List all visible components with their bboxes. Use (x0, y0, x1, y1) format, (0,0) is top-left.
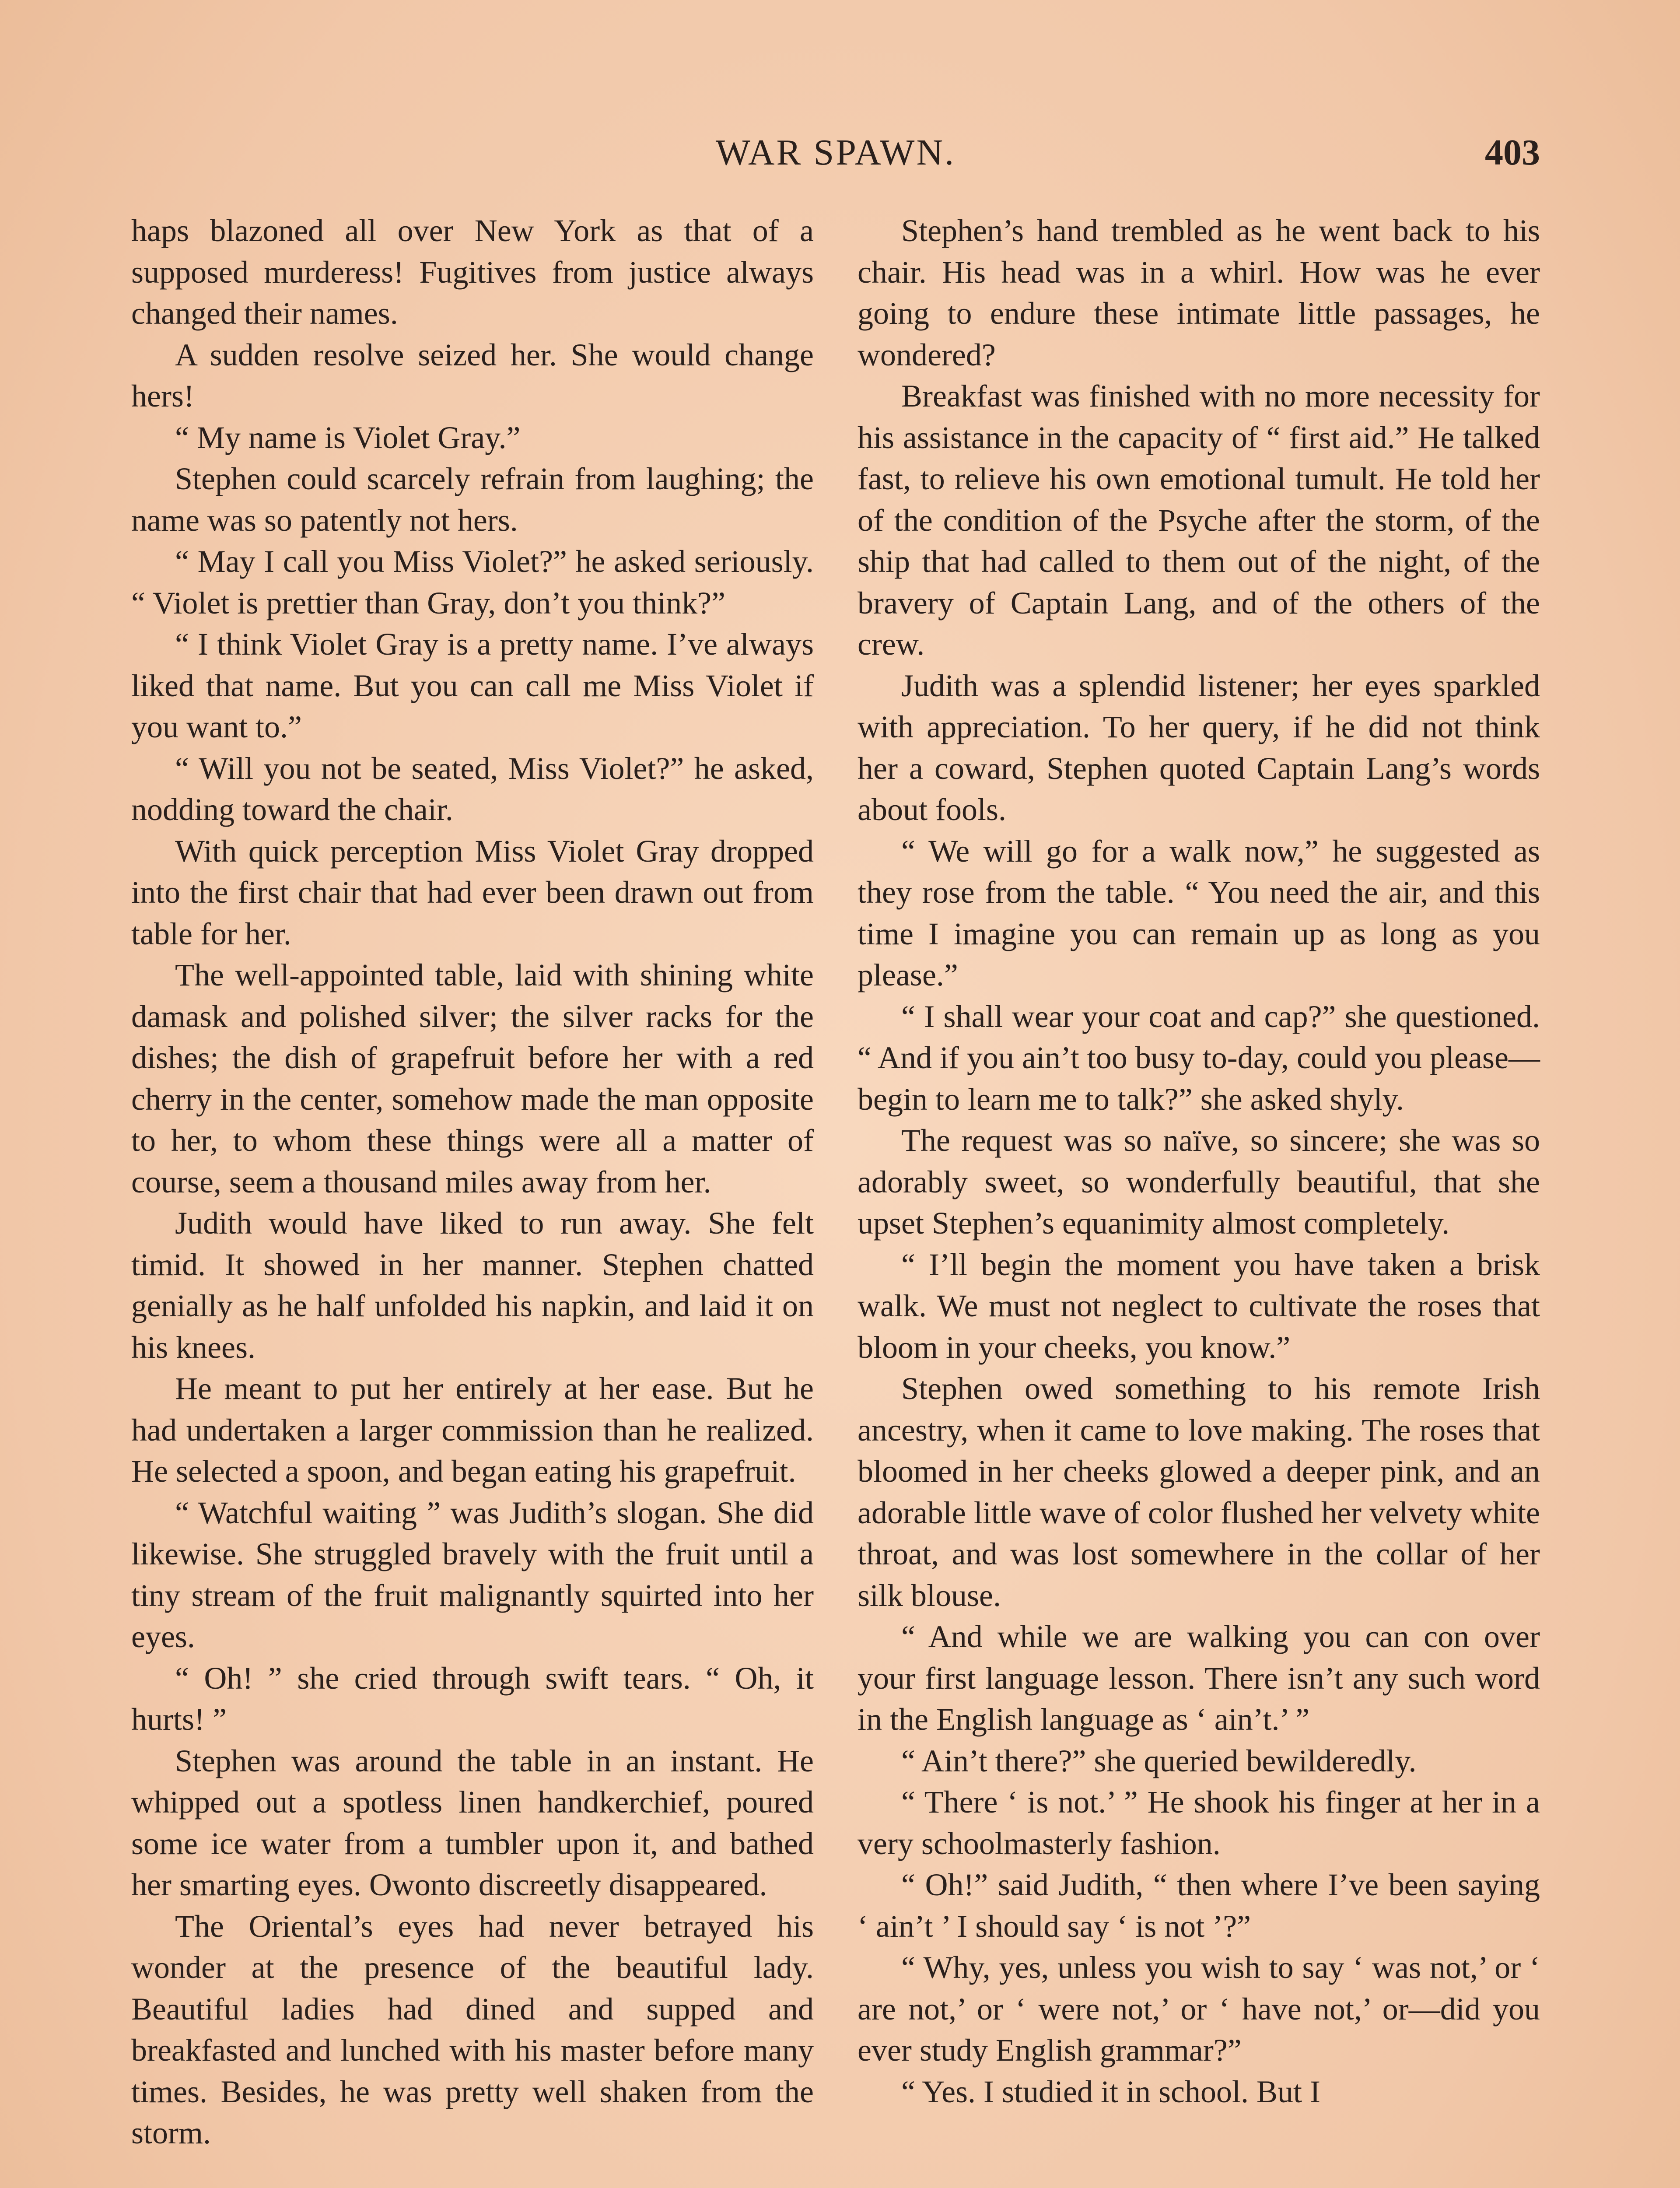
paragraph: “ There ‘ is not.’ ” He shook his finger at her in a very schoolmasterly fashion. (858, 1785, 1540, 1861)
magazine-page (131, 123, 1540, 2188)
paragraph: “ Will you not be seated, Miss Violet?” he asked, nodding toward the chair. (131, 750, 814, 827)
paragraph: Stephen was around the table in an instant. He whipped out a spotless linen handkerchief, poured some ice water from a tumbler upon it, and bathed her smarting eyes. Owonto discreetly disappeared. (131, 1743, 814, 1902)
paragraph: “ My name is Violet Gray.” (175, 420, 521, 455)
paragraph: “ I shall wear your coat and cap?” she questioned. “ And if you ain’t too busy to-day, could you please—begin to learn me to talk?” she asked shyly. (858, 999, 1540, 1117)
paragraph: He meant to put her entirely at her ease. But he had undertaken a larger commission than he realized. He selected a spoon, and began eating his grapefruit. (131, 1371, 814, 1489)
left-column (131, 210, 814, 2154)
paragraph: “ Ain’t there?” she queried bewilderedly. (901, 1743, 1417, 1778)
paragraph: Judith would have liked to run away. She felt timid. It showed in her manner. Stephen chatted genially as he half unfolded his napkin, and laid it on his knees. (131, 1206, 814, 1365)
paragraph: “ And while we are walking you can con over your first language lesson. There isn’t any such word in the English language as ‘ ain’t.’ ” (858, 1619, 1540, 1737)
paragraph: A sudden resolve seized her. She would change hers! (131, 337, 814, 414)
paragraph: “ Watchful waiting ” was Judith’s slogan. She did likewise. She struggled bravely with the fruit until a tiny stream of the fruit malignantly squirted into her eyes. (131, 1495, 814, 1654)
paragraph: Breakfast was finished with no more necessity for his assistance in the capacity of “ first aid.” He talked fast, to relieve his own emotional tumult. He told her of the condition of the Psyche after the storm, of the ship that had called to them out of the night, of the bravery of Captain Lang, and of the others of the crew. (858, 379, 1540, 662)
paragraph: “ May I call you Miss Violet?” he asked seriously. “ Violet is prettier than Gray, don’t you think?” (131, 544, 814, 621)
page-number: 403 (1485, 132, 1540, 173)
running-header (131, 123, 1540, 188)
paragraph: With quick perception Miss Violet Gray dropped into the first chair that had ever been drawn out from table for her. (131, 833, 814, 951)
paragraph: Stephen owed something to his remote Irish ancestry, when it came to love making. The roses that bloomed in her cheeks glowed a deeper pink, and an adorable little wave of color flushed her velvety white throat, and was lost somewhere in the collar of her silk blouse. (858, 1371, 1540, 1613)
paragraph: Stephen’s hand trembled as he went back to his chair. His head was in a whirl. How was he ever going to endure these intimate little passages, he wondered? (858, 213, 1540, 372)
paragraph: “ We will go for a walk now,” he suggested as they rose from the table. “ You need the air, and this time I imagine you can remain up as long as you please.” (858, 833, 1540, 992)
paragraph: Stephen could scarcely refrain from laughing; the name was so patently not hers. (131, 461, 814, 538)
paragraph: Judith was a splendid listener; her eyes sparkled with appreciation. To her query, if he did not think her a coward, Stephen quoted Captain Lang’s words about fools. (858, 668, 1540, 827)
paragraph: “ I’ll begin the moment you have taken a brisk walk. We must not neglect to cultivate the roses that bloom in your cheeks, you know.” (858, 1247, 1540, 1365)
paragraph: haps blazoned all over New York as that of a supposed murderess! Fugitives from justice always changed their names. (131, 213, 814, 331)
paragraph: “ Why, yes, unless you wish to say ‘ was not,’ or ‘ are not,’ or ‘ were not,’ or ‘ have not,’ or—did you ever study English grammar?” (858, 1950, 1540, 2068)
right-column (858, 210, 1540, 2112)
paragraph: “ Yes. I studied it in school. But I (901, 2074, 1321, 2109)
paragraph: “ Oh! ” she cried through swift tears. “ Oh, it hurts! ” (131, 1660, 814, 1737)
paragraph: The Oriental’s eyes had never betrayed his wonder at the presence of the beautiful lady. Beautiful ladies had dined and supped and breakfasted and lunched with his master before many times. Besides, he was pretty well shaken from the storm. (131, 1908, 814, 2150)
running-title: WAR SPAWN. (715, 132, 956, 173)
paragraph: “ I think Violet Gray is a pretty name. I’ve always liked that name. But you can call me Miss Violet if you want to.” (131, 627, 814, 744)
paragraph: The well-appointed table, laid with shining white damask and polished silver; the silver racks for the dishes; the dish of grapefruit before her with a red cherry in the center, somehow made the man opposite to her, to whom these things were all a matter of course, seem a thousand miles away from her. (131, 957, 814, 1199)
paragraph: The request was so naïve, so sincere; she was so adorably sweet, so wonderfully beautiful, that she upset Stephen’s equanimity almost completely. (858, 1123, 1540, 1241)
paragraph: “ Oh!” said Judith, “ then where I’ve been saying ‘ ain’t ’ I should say ‘ is not ’?” (858, 1867, 1540, 1944)
